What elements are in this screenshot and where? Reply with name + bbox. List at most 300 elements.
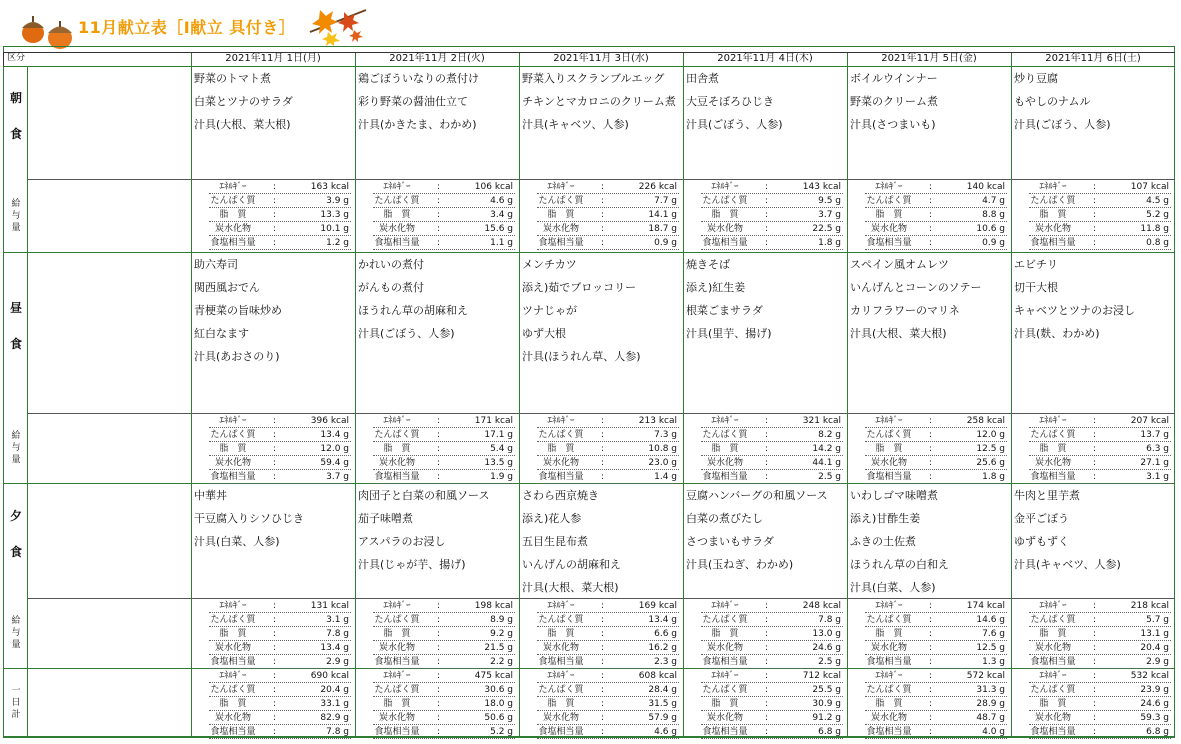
nutrient-value: 7.7 g [654, 196, 677, 206]
menu-cell [684, 484, 844, 576]
nutrient-row [521, 641, 681, 655]
nutrient-label: 食塩相当量 [374, 472, 420, 482]
nutrient-colon: : [1093, 458, 1097, 468]
nutrient-colon: : [601, 699, 605, 709]
nutrient-value: 131 kcal [310, 601, 349, 611]
nutrient-value: 3.4 g [490, 210, 513, 220]
menu-item: 金平ごぼう [1014, 512, 1069, 525]
nutrient-label: 脂 質 [219, 699, 247, 709]
nutrient-row [193, 655, 353, 669]
nutrient-row [849, 599, 1009, 613]
nutrient-value: 171 kcal [474, 416, 513, 426]
nutrient-row [357, 222, 517, 236]
menu-item: 白菜とツナのサラダ [194, 95, 293, 108]
nutrient-row [193, 711, 353, 725]
nutrient-colon: : [273, 444, 277, 454]
menu-item: ほうれん草の胡麻和え [358, 304, 468, 317]
nutrient-label: たんぱく質 [1030, 615, 1076, 625]
menu-item: 汁具(白菜、人参) [850, 581, 936, 594]
nutrient-row [521, 442, 681, 456]
nutrient-label: たんぱく質 [866, 430, 912, 440]
nutrient-underline [865, 737, 1007, 739]
acorn-icon [20, 14, 46, 44]
nutrient-row [357, 470, 517, 484]
nutrient-value: 10.6 g [976, 224, 1005, 234]
nutrient-value: 8.8 g [982, 210, 1005, 220]
nutrient-value: 91.2 g [812, 713, 841, 723]
nutrient-underline [373, 737, 515, 739]
nutrient-colon: : [601, 601, 605, 611]
kubun-column-rule [27, 66, 28, 738]
nutrient-value: 15.6 g [484, 224, 513, 234]
nutrient-label: 炭水化物 [706, 224, 743, 234]
nutrient-row [193, 599, 353, 613]
daily-total-cell [357, 669, 517, 739]
nutrient-value: 7.8 g [818, 615, 841, 625]
nutrient-colon: : [929, 629, 933, 639]
nutrient-label: 食塩相当量 [866, 727, 912, 737]
nutrient-colon: : [1093, 224, 1097, 234]
nutrient-value: 7.3 g [654, 430, 677, 440]
nutrient-label: 脂 質 [383, 629, 411, 639]
daily-total-label-char: 一 [11, 686, 21, 696]
nutrient-row [521, 627, 681, 641]
nutrient-label: 炭水化物 [706, 643, 743, 653]
nutrient-value: 13.7 g [1140, 430, 1169, 440]
nutrient-colon: : [273, 685, 277, 695]
day-column-rule [519, 52, 520, 738]
meal-label-char: 朝 [9, 90, 22, 105]
nutrient-value: 59.4 g [320, 458, 349, 468]
menu-cell [684, 253, 844, 345]
nutrient-label: ｴﾈﾙｷﾞｰ [875, 601, 903, 611]
date-header: 2021年11月 3日(水) [553, 53, 649, 64]
nutrient-colon: : [273, 629, 277, 639]
nutrient-value: 27.1 g [1140, 458, 1169, 468]
nutrient-row [1013, 442, 1173, 456]
nutrient-colon: : [601, 444, 605, 454]
daily-total-cell [685, 669, 845, 739]
nutrient-value: 4.7 g [982, 196, 1005, 206]
menu-item: 牛肉と里芋煮 [1014, 489, 1080, 502]
nutrient-colon: : [437, 671, 441, 681]
nutrient-row [521, 669, 681, 683]
date-header: 2021年11月 5日(金) [881, 53, 977, 64]
nutrient-value: 13.0 g [812, 629, 841, 639]
nutrient-value: 608 kcal [638, 671, 677, 681]
nutrient-row [521, 208, 681, 222]
nutrient-row [685, 194, 845, 208]
nutrient-row [193, 641, 353, 655]
nutrient-value: 24.6 g [812, 643, 841, 653]
nutrient-label: 炭水化物 [378, 224, 415, 234]
nutrient-colon: : [929, 430, 933, 440]
nutrient-row [849, 194, 1009, 208]
nutrient-value: 2.9 g [1146, 657, 1169, 667]
meal-label-char: 食 [9, 544, 22, 559]
nutrient-value: 16.2 g [648, 643, 677, 653]
nutrient-row [685, 669, 845, 683]
nutrient-row [357, 641, 517, 655]
nutrient-cell [1013, 599, 1173, 669]
meal-label-char: 昼 [9, 300, 22, 315]
nutrient-colon: : [437, 601, 441, 611]
nutrient-value: 2.5 g [818, 657, 841, 667]
nutrient-section-label-char: 与 [11, 210, 21, 221]
nutrient-colon: : [1093, 210, 1097, 220]
nutrient-value: 13.5 g [484, 458, 513, 468]
nutrient-row [685, 414, 845, 428]
nutrient-row [357, 208, 517, 222]
nutrient-colon: : [1093, 601, 1097, 611]
nutrient-value: 143 kcal [802, 182, 841, 192]
nutrient-label: ｴﾈﾙｷﾞｰ [547, 416, 575, 426]
nutrient-colon: : [765, 210, 769, 220]
nutrient-value: 12.5 g [976, 643, 1005, 653]
menu-item: チキンとマカロニのクリーム煮 [522, 95, 676, 108]
nutrient-row [685, 180, 845, 194]
nutrient-colon: : [601, 685, 605, 695]
nutrient-row [1013, 236, 1173, 250]
nutrient-colon: : [765, 699, 769, 709]
menu-item: キャベツとツナのお浸し [1014, 304, 1135, 317]
nutrient-label: たんぱく質 [538, 196, 584, 206]
nutrient-row [357, 180, 517, 194]
nutrient-value: 13.3 g [320, 210, 349, 220]
nutrient-row [193, 208, 353, 222]
daily-total-label-char: 計 [11, 710, 21, 720]
nutrient-colon: : [765, 458, 769, 468]
nutrient-label: たんぱく質 [374, 196, 420, 206]
nutrient-colon: : [929, 472, 933, 482]
nutrient-underline [1029, 737, 1171, 739]
nutrient-value: 4.0 g [982, 727, 1005, 737]
nutrient-row [357, 711, 517, 725]
nutrient-value: 107 kcal [1130, 182, 1169, 192]
nutrient-row [521, 683, 681, 697]
nutrient-colon: : [273, 657, 277, 667]
nutrient-value: 2.9 g [326, 657, 349, 667]
nutrient-colon: : [437, 472, 441, 482]
nutrient-row [849, 627, 1009, 641]
menu-cell [1012, 253, 1172, 345]
nutrient-label: 脂 質 [711, 629, 739, 639]
menu-item: 汁具(里芋、揚げ) [686, 327, 772, 340]
menu-item: 助六寿司 [194, 258, 238, 271]
nutrient-label: 脂 質 [875, 210, 903, 220]
nutrient-value: 6.3 g [1146, 444, 1169, 454]
nutrient-label: 炭水化物 [870, 458, 907, 468]
nutrient-label: 脂 質 [711, 444, 739, 454]
nutrient-label: 炭水化物 [870, 224, 907, 234]
nutrient-row [685, 428, 845, 442]
nutrient-section-label-char: 給 [11, 431, 21, 441]
nutrient-label: 炭水化物 [378, 713, 415, 723]
menu-item: かれいの煮付 [358, 258, 424, 271]
nutrient-label: 脂 質 [1039, 444, 1067, 454]
nutrient-value: 106 kcal [474, 182, 513, 192]
nutrient-value: 18.7 g [648, 224, 677, 234]
nutrient-label: ｴﾈﾙｷﾞｰ [875, 671, 903, 681]
menu-item: ツナじゃが [522, 304, 577, 317]
nutrient-label: 炭水化物 [542, 224, 579, 234]
nutrient-label: 食塩相当量 [702, 657, 748, 667]
nutrient-colon: : [765, 657, 769, 667]
menu-item: 汁具(じゃが芋、揚げ) [358, 558, 466, 571]
nutrient-label: ｴﾈﾙｷﾞｰ [547, 182, 575, 192]
nutrient-value: 5.4 g [490, 444, 513, 454]
nutrient-colon: : [929, 601, 933, 611]
nutrient-label: たんぱく質 [866, 685, 912, 695]
nutrient-value: 3.7 g [818, 210, 841, 220]
nutrient-label: 食塩相当量 [538, 657, 584, 667]
nutrient-label: たんぱく質 [210, 685, 256, 695]
nutrient-label: ｴﾈﾙｷﾞｰ [711, 671, 739, 681]
nutrient-row [193, 683, 353, 697]
date-header: 2021年11月 6日(土) [1045, 53, 1141, 64]
nutrient-colon: : [273, 615, 277, 625]
nutrient-row [1013, 641, 1173, 655]
nutrient-value: 0.9 g [982, 238, 1005, 248]
table-border-top [3, 46, 1175, 47]
nutrient-label: 脂 質 [1039, 699, 1067, 709]
nutrient-colon: : [1093, 430, 1097, 440]
nutrient-value: 6.8 g [818, 727, 841, 737]
nutrient-cell [193, 599, 353, 669]
nutrient-value: 226 kcal [638, 182, 677, 192]
nutrient-row [1013, 627, 1173, 641]
nutrient-label: 食塩相当量 [538, 472, 584, 482]
nutrient-label: ｴﾈﾙｷﾞｰ [219, 601, 247, 611]
nutrient-value: 5.2 g [1146, 210, 1169, 220]
nutrient-row [1013, 711, 1173, 725]
nutrient-label: 脂 質 [1039, 210, 1067, 220]
menu-item: 汁具(キャベツ、人参) [1014, 558, 1121, 571]
menu-item: 汁具(大根、菜大根) [194, 118, 291, 131]
nutrient-colon: : [1093, 685, 1097, 695]
nutrient-colon: : [273, 601, 277, 611]
nutrient-colon: : [929, 416, 933, 426]
nutrient-colon: : [1093, 643, 1097, 653]
nutrient-section-label-char: 量 [11, 455, 21, 465]
nutrient-row [1013, 456, 1173, 470]
nutrient-cell [849, 180, 1009, 250]
menu-item: メンチカツ [522, 258, 577, 271]
nutrient-row [685, 641, 845, 655]
nutrient-row [685, 725, 845, 739]
menu-item: 茄子味噌煮 [358, 512, 413, 525]
nutrient-value: 1.8 g [982, 472, 1005, 482]
nutrient-label: 脂 質 [547, 699, 575, 709]
nutrient-value: 25.5 g [812, 685, 841, 695]
menu-cell [192, 253, 352, 368]
nutrient-colon: : [1093, 238, 1097, 248]
menu-item: 添え)甘酢生姜 [850, 512, 921, 525]
nutrient-colon: : [273, 727, 277, 737]
nutrient-value: 44.1 g [812, 458, 841, 468]
nutrient-row [1013, 697, 1173, 711]
menu-item: 干豆腐入りシソひじき [194, 512, 304, 525]
nutrient-row [521, 222, 681, 236]
nutrient-label: ｴﾈﾙｷﾞｰ [383, 182, 411, 192]
nutrient-row [521, 414, 681, 428]
nutrient-label: たんぱく質 [866, 615, 912, 625]
nutrient-colon: : [437, 458, 441, 468]
nutrient-value: 82.9 g [320, 713, 349, 723]
nutrient-label: 脂 質 [219, 629, 247, 639]
nutrient-value: 59.3 g [1140, 713, 1169, 723]
nutrient-row [357, 428, 517, 442]
nutrient-colon: : [765, 685, 769, 695]
nutrient-colon: : [601, 224, 605, 234]
kubun-header: 区分 [7, 53, 26, 63]
nutrient-label: 脂 質 [711, 210, 739, 220]
menu-cell [192, 67, 352, 136]
nutrient-underline [209, 248, 351, 250]
nutrient-colon: : [765, 444, 769, 454]
menu-cell [684, 67, 844, 136]
nutrient-label: 脂 質 [383, 444, 411, 454]
menu-item: 添え)花人参 [522, 512, 582, 525]
nutrient-value: 24.6 g [1140, 699, 1169, 709]
nutrient-underline [209, 737, 351, 739]
nutrient-underline [701, 737, 843, 739]
nutrient-row [849, 470, 1009, 484]
header-rule [3, 52, 4, 66]
nutrient-value: 6.6 g [654, 629, 677, 639]
menu-item: 野菜入りスクランブルエッグ [522, 72, 665, 85]
nutrient-value: 50.6 g [484, 713, 513, 723]
nutrient-row [685, 627, 845, 641]
nutrient-value: 10.8 g [648, 444, 677, 454]
nutrient-label: たんぱく質 [1030, 430, 1076, 440]
nutrient-row [193, 725, 353, 739]
nutrient-label: ｴﾈﾙｷﾞｰ [875, 416, 903, 426]
nutrient-row [685, 236, 845, 250]
nutrient-row [685, 711, 845, 725]
nutrient-value: 5.2 g [490, 727, 513, 737]
menu-item: ほうれん草の白和え [850, 558, 949, 571]
nutrient-colon: : [1093, 416, 1097, 426]
nutrient-row [1013, 194, 1173, 208]
nutrient-label: たんぱく質 [374, 685, 420, 695]
nutrient-underline [537, 248, 679, 250]
nutrient-value: 5.7 g [1146, 615, 1169, 625]
nutrient-colon: : [1093, 444, 1097, 454]
menu-item: 汁具(麩、わかめ) [1014, 327, 1100, 340]
nutrient-label: ｴﾈﾙｷﾞｰ [1039, 416, 1067, 426]
day-column-rule [683, 52, 684, 738]
nutrient-value: 3.1 g [1146, 472, 1169, 482]
nutrient-row [357, 442, 517, 456]
nutrient-row [849, 180, 1009, 194]
nutrient-colon: : [929, 458, 933, 468]
menu-item: 根菜ごまサラダ [686, 304, 763, 317]
menu-item: 彩り野菜の醤油仕立て [358, 95, 468, 108]
nutrient-value: 4.6 g [654, 727, 677, 737]
nutrient-row [193, 180, 353, 194]
nutrient-label: ｴﾈﾙｷﾞｰ [711, 416, 739, 426]
menu-item: さつまいもサラダ [686, 535, 774, 548]
nutrient-row [193, 613, 353, 627]
menu-item: 焼きそば [686, 258, 730, 271]
menu-item: ふきの土佐煮 [850, 535, 916, 548]
nutrient-row [1013, 613, 1173, 627]
nutrient-label: 脂 質 [383, 699, 411, 709]
nutrient-colon: : [273, 699, 277, 709]
nutrient-row [1013, 470, 1173, 484]
daily-total-cell [521, 669, 681, 739]
nutrient-label: たんぱく質 [1030, 685, 1076, 695]
nutrient-row [1013, 655, 1173, 669]
nutrient-value: 30.9 g [812, 699, 841, 709]
menu-item: カリフラワーのマリネ [850, 304, 960, 317]
menu-item: 汁具(あおさのり) [194, 350, 280, 363]
nutrient-colon: : [437, 727, 441, 737]
nutrient-value: 13.1 g [1140, 629, 1169, 639]
nutrient-value: 712 kcal [802, 671, 841, 681]
nutrient-label: たんぱく質 [702, 685, 748, 695]
nutrient-row [193, 194, 353, 208]
menu-item: ボイルウインナー [850, 72, 938, 85]
nutrient-cell [357, 180, 517, 250]
nutrient-cell [849, 414, 1009, 484]
menu-item: 中華丼 [194, 489, 227, 502]
nutrient-colon: : [601, 472, 605, 482]
nutrient-label: たんぱく質 [866, 196, 912, 206]
nutrient-cell [685, 599, 845, 669]
nutrient-colon: : [437, 713, 441, 723]
menu-cell [520, 67, 680, 136]
nutrient-row [685, 697, 845, 711]
nutrient-colon: : [765, 615, 769, 625]
nutrient-value: 12.5 g [976, 444, 1005, 454]
nutrient-value: 1.1 g [490, 238, 513, 248]
nutrient-label: 食塩相当量 [1030, 657, 1076, 667]
nutrient-value: 3.7 g [326, 472, 349, 482]
nutrient-value: 1.8 g [818, 238, 841, 248]
nutrient-row [357, 456, 517, 470]
nutrient-value: 13.4 g [648, 615, 677, 625]
nutrient-label: たんぱく質 [538, 430, 584, 440]
menu-item: 切干大根 [1014, 281, 1058, 294]
nutrient-colon: : [929, 699, 933, 709]
nutrient-label: 炭水化物 [870, 713, 907, 723]
nutrient-label: 食塩相当量 [702, 238, 748, 248]
nutrient-row [849, 683, 1009, 697]
nutrient-label: 炭水化物 [1034, 224, 1071, 234]
nutrient-value: 10.1 g [320, 224, 349, 234]
nutrient-row [193, 236, 353, 250]
menu-item: 汁具(ごぼう、人参) [358, 327, 455, 340]
nutrient-cell [685, 414, 845, 484]
nutrient-label: ｴﾈﾙｷﾞｰ [219, 182, 247, 192]
nutrient-cell [521, 599, 681, 669]
menu-table [3, 46, 1175, 738]
nutrient-colon: : [765, 224, 769, 234]
nutrient-label: 脂 質 [219, 444, 247, 454]
page-title: 11月献立表［I献立 具付き］ [78, 18, 296, 37]
nutrient-colon: : [437, 224, 441, 234]
nutrient-row [357, 655, 517, 669]
nutrient-value: 690 kcal [310, 671, 349, 681]
menu-cell [1012, 484, 1172, 576]
nutrient-row [521, 470, 681, 484]
nutrient-colon: : [929, 615, 933, 625]
nutrient-colon: : [273, 196, 277, 206]
nutrient-colon: : [273, 643, 277, 653]
nutrient-row [521, 697, 681, 711]
